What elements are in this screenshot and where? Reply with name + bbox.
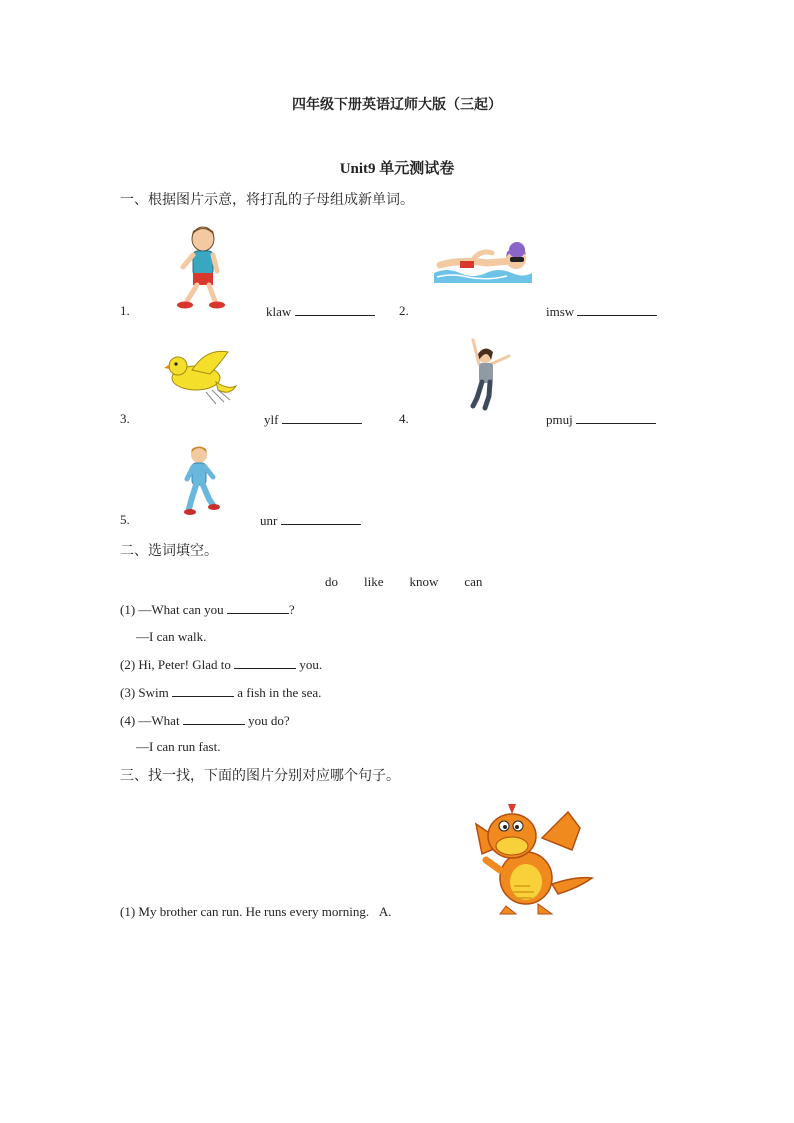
scrambled-word: klaw	[266, 303, 375, 320]
flying-bird-icon	[166, 346, 238, 412]
question-2: (2) Hi, Peter! Glad to you.	[120, 657, 323, 672]
scrambled-word: ylf	[264, 411, 362, 428]
scrambled-word: pmuj	[546, 411, 656, 428]
question-4: (4) —What you do?	[120, 713, 290, 728]
document-title: 四年级下册英语辽师大版（三起）	[292, 98, 502, 113]
orange-dragon-icon	[472, 798, 596, 916]
question-1: (1) —What can you ?	[120, 602, 295, 617]
answer-blank[interactable]	[172, 684, 234, 697]
word-bank-item: can	[464, 574, 483, 589]
answer-blank[interactable]	[295, 303, 375, 316]
word-bank	[312, 574, 495, 590]
item-number: 3.	[120, 411, 130, 426]
answer-blank[interactable]	[282, 411, 362, 424]
question-3: (3) Swim a fish in the sea.	[120, 685, 322, 700]
item-number: 4.	[399, 411, 409, 426]
scrambled-word: imsw	[546, 303, 657, 320]
running-boy-icon	[183, 445, 219, 517]
section2-heading: 二、选词填空。	[120, 543, 218, 559]
answer-blank[interactable]	[227, 601, 289, 614]
swimmer-icon	[432, 243, 534, 288]
document-subtitle: Unit9 单元测试卷	[339, 161, 455, 177]
word-bank-item: know	[409, 574, 439, 589]
scrambled-word: unr	[260, 512, 361, 529]
answer-blank[interactable]	[576, 411, 656, 424]
item-number: 1.	[120, 303, 130, 318]
jumping-woman-icon	[465, 336, 515, 412]
matching-question-1: (1) My brother can run. He runs every morning. A.	[120, 904, 392, 919]
word-bank-item: do	[325, 574, 338, 589]
answer-blank[interactable]	[234, 656, 296, 669]
answer-1: —I can walk.	[136, 629, 207, 644]
item-number: 2.	[399, 303, 409, 318]
section1-heading: 一、根据图片示意，将打乱的子母组成新单词。	[120, 192, 414, 208]
answer-blank[interactable]	[183, 712, 245, 725]
answer-4: —I can run fast.	[136, 739, 221, 754]
option-label[interactable]: A.	[378, 904, 392, 919]
section3-heading: 三、找一找，下面的图片分别对应哪个句子。	[120, 768, 400, 784]
answer-blank[interactable]	[281, 512, 361, 525]
answer-blank[interactable]	[577, 303, 657, 316]
word-bank-item: like	[364, 574, 384, 589]
item-number: 5.	[120, 512, 130, 527]
walking-boy-icon	[175, 225, 225, 310]
